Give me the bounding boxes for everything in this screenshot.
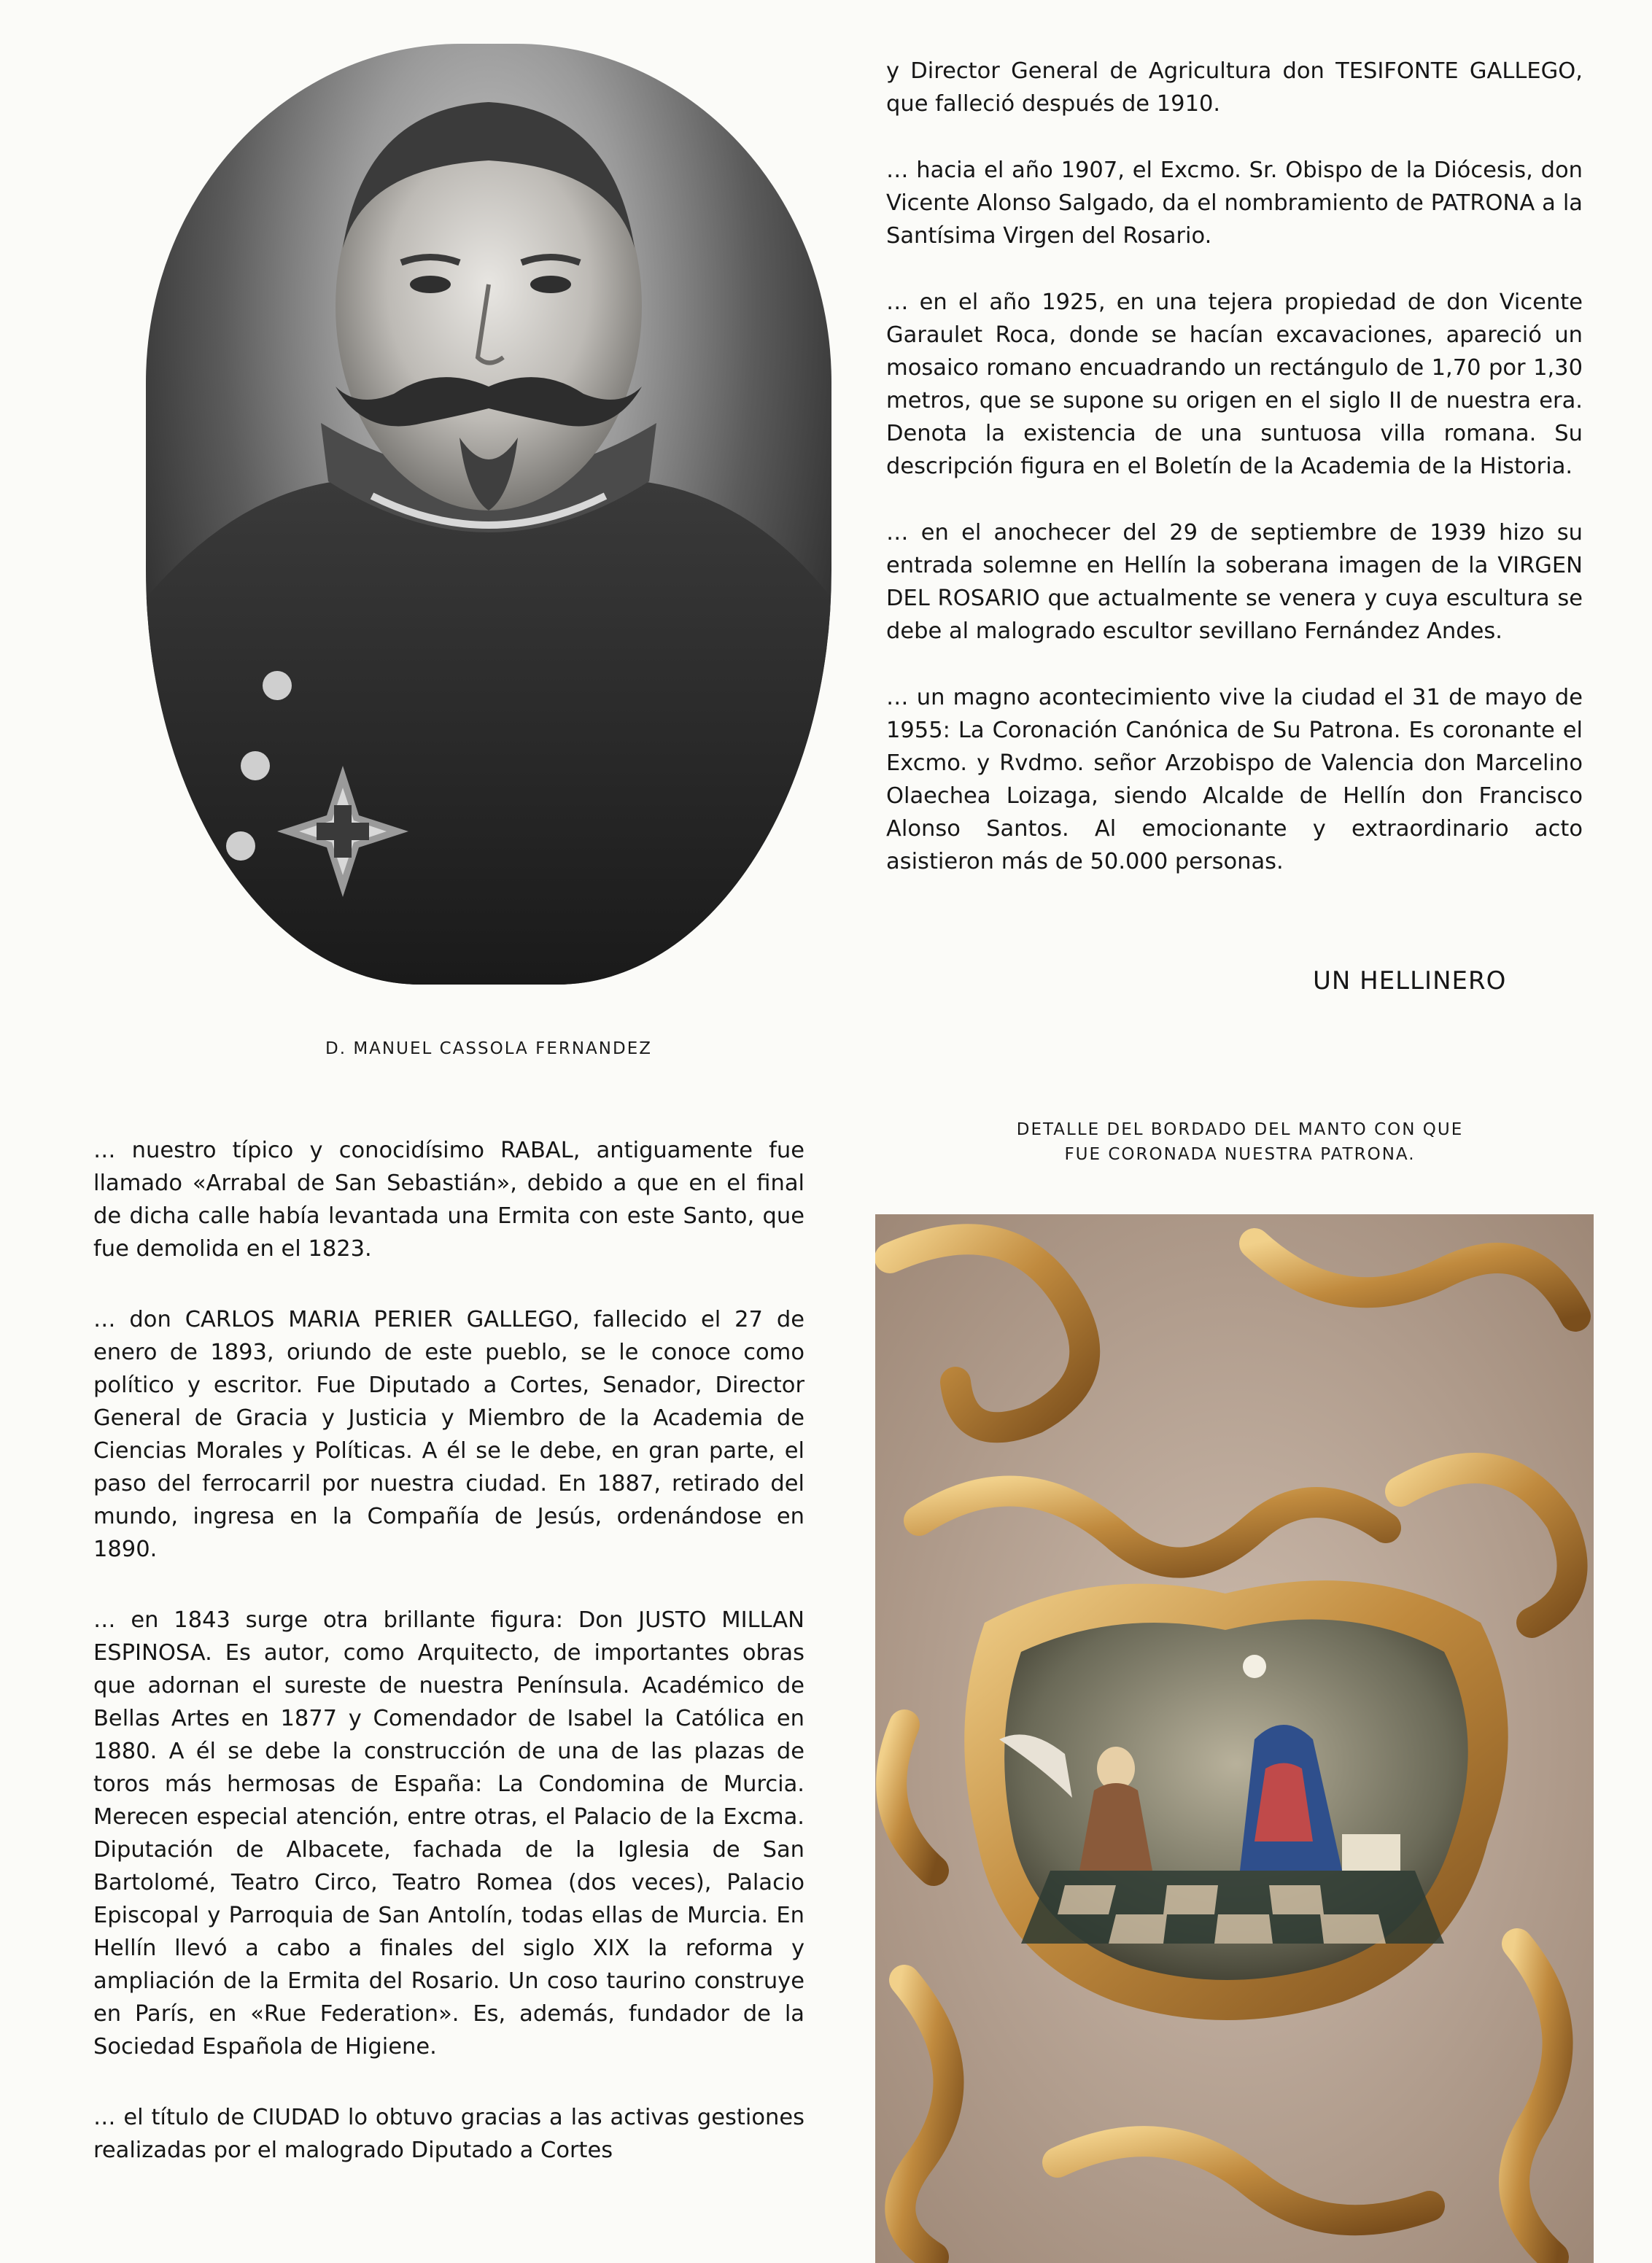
embroidery-caption [875, 1117, 1605, 1167]
paragraph: … un magno acontecimiento vive la ciudad el 31 de mayo de 1955: La Coronación Canónica de Su Patrona. Es coronante el Excmo. y Rvdmo. señor Arzobispo de Valencia don Marcelino Olaechea Loizaga, siendo Alcalde de Hellín don Francisco Alonso Santos. Al emocionante y extraordinario acto asistieron más de 50.000 personas. [886, 685, 1583, 874]
right-text-column [886, 55, 1583, 912]
paragraph: … el título de CIUDAD lo obtuvo gracias a las activas gestiones realizadas por el malogrado Diputado a Cortes [93, 2105, 804, 2163]
portrait-photo [146, 44, 831, 985]
embroidery-caption-line: FUE CORONADA NUESTRA PATRONA. [1064, 1145, 1416, 1164]
embroidery-caption-line: DETALLE DEL BORDADO DEL MANTO CON QUE [1016, 1120, 1464, 1139]
paragraph: … hacia el año 1907, el Excmo. Sr. Obispo de la Diócesis, don Vicente Alonso Salgado, da el nombramiento de PATRONA a la Santísima Virgen del Rosario. [886, 158, 1583, 249]
embroidery-photo [875, 1214, 1594, 2263]
paragraph: … en el año 1925, en una tejera propiedad de don Vicente Garaulet Roca, donde se hacían excavaciones, apareció un mosaico romano encuadrando un rectángulo de 1,70 por 1,30 metros, que se supone su origen en el siglo II de nuestra era. Denota la existencia de una suntuosa villa romana. Su descripción figura en el Boletín de la Academia de la Historia. [886, 290, 1583, 479]
paragraph: … en 1843 surge otra brillante figura: Don JUSTO MILLAN ESPINOSA. Es autor, como Arquitecto, de importantes obras que adornan el sureste de nuestra Península. Académico de Bellas Artes en 1877 y Comendador de Isabel la Católica en 1880. A él se debe la construcción de una de las plazas de toros más hermosas de España: La Condomina de Murcia. Merecen especial atención, entre otras, el Palacio de la Excma. Diputación de Albacete, fachada de la Iglesia de San Bartolomé, Teatro Circo, Teatro Romea (dos veces), Palacio Episcopal y Parroquia de San Antolín, todas ellas de Murcia. En Hellín llevó a cabo a finales del siglo XIX la reforma y ampliación de la Ermita del Rosario. Un coso taurino construye en París, en «Rue Federation». Es, además, fundador de la Sociedad Española de Higiene. [93, 1607, 804, 2060]
signature: UN HELLINERO [1313, 966, 1507, 995]
paragraph: … don CARLOS MARIA PERIER GALLEGO, fallecido el 27 de enero de 1893, oriundo de este pueblo, se le conoce como político y escritor. Fue Diputado a Cortes, Senador, Director General de Gracia y Justicia y Miembro de la Academia de Ciencias Morales y Políticas. A él se le debe, en gran parte, el paso del ferrocarril por nuestra ciudad. En 1887, retirado del mundo, ingresa en la Compañía de Jesús, ordenándose en 1890. [93, 1307, 804, 1562]
left-text-column [93, 1134, 804, 2205]
paragraph: … en el anochecer del 29 de septiembre de 1939 hizo su entrada solemne en Hellín la soberana imagen de la VIRGEN DEL ROSARIO que actualmente se venera y cuya escultura se debe al malogrado escultor sevillano Fernández Andes. [886, 520, 1583, 644]
paragraph: … nuestro típico y conocidísimo RABAL, antiguamente fue llamado «Arrabal de San Sebastián», debido a que en el final de dicha calle había levantada una Ermita con este Santo, que fue demolida en el 1823. [93, 1138, 804, 1262]
paragraph: y Director General de Agricultura don TESIFONTE GALLEGO, que falleció después de 1910. [886, 58, 1583, 117]
portrait-caption: D. MANUEL CASSOLA FERNANDEZ [325, 1039, 652, 1058]
